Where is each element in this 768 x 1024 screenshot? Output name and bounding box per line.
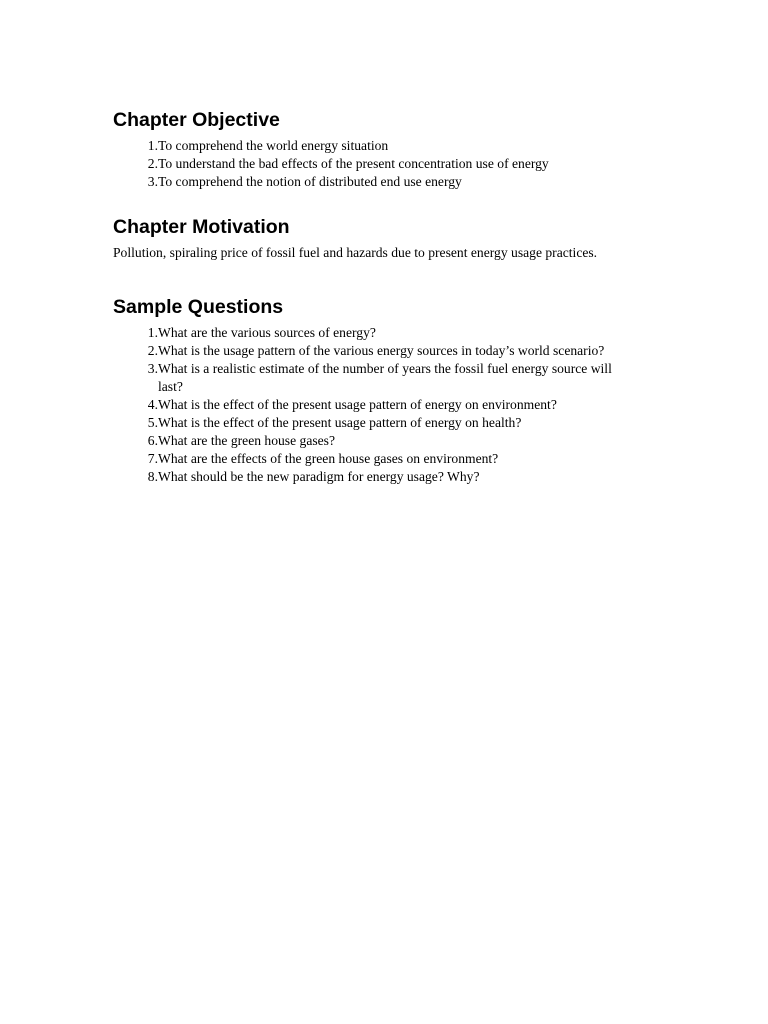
item-text: What are the green house gases? bbox=[158, 433, 336, 448]
list-item bbox=[113, 396, 673, 414]
item-number: 3. bbox=[147, 174, 158, 189]
item-number: 3. bbox=[147, 361, 158, 376]
chapter-motivation-heading: Chapter Motivation bbox=[113, 216, 290, 238]
list-item bbox=[113, 137, 673, 155]
item-number: 5. bbox=[147, 415, 158, 430]
item-text: To comprehend the notion of distributed end use energy bbox=[158, 174, 462, 189]
list-item bbox=[113, 360, 673, 396]
item-number: 1. bbox=[147, 138, 158, 153]
list-item bbox=[113, 468, 673, 486]
item-text: To understand the bad effects of the present concentration use of energy bbox=[158, 156, 549, 171]
item-text: What is the effect of the present usage pattern of energy on health? bbox=[158, 415, 522, 430]
item-number: 1. bbox=[147, 325, 158, 340]
list-item bbox=[113, 155, 673, 173]
list-item bbox=[113, 173, 673, 191]
objective-list bbox=[113, 137, 673, 191]
item-text: What are the effects of the green house gases on environment? bbox=[158, 451, 499, 466]
motivation-paragraph: Pollution, spiraling price of fossil fuel and hazards due to present energy usage practices. bbox=[113, 245, 598, 260]
list-item bbox=[113, 432, 673, 450]
item-text: What are the various sources of energy? bbox=[158, 325, 376, 340]
chapter-objective-heading: Chapter Objective bbox=[113, 109, 280, 131]
item-text: To comprehend the world energy situation bbox=[158, 138, 389, 153]
item-number: 6. bbox=[147, 433, 158, 448]
item-text: What is the usage pattern of the various energy sources in today’s world scenario? bbox=[158, 343, 605, 358]
list-item bbox=[113, 324, 673, 342]
item-number: 7. bbox=[147, 451, 158, 466]
questions-list bbox=[113, 324, 673, 486]
document-page bbox=[113, 108, 673, 486]
item-number: 8. bbox=[147, 469, 158, 484]
list-item bbox=[113, 450, 673, 468]
item-text: What is a realistic estimate of the number of years the fossil fuel energy source will last? bbox=[158, 361, 612, 394]
item-number: 2. bbox=[147, 156, 158, 171]
item-number: 2. bbox=[147, 343, 158, 358]
sample-questions-heading: Sample Questions bbox=[113, 296, 284, 318]
list-item bbox=[113, 414, 673, 432]
item-number: 4. bbox=[147, 397, 158, 412]
item-text: What is the effect of the present usage pattern of energy on environment? bbox=[158, 397, 557, 412]
item-text: What should be the new paradigm for energy usage? Why? bbox=[158, 469, 480, 484]
list-item bbox=[113, 342, 673, 360]
